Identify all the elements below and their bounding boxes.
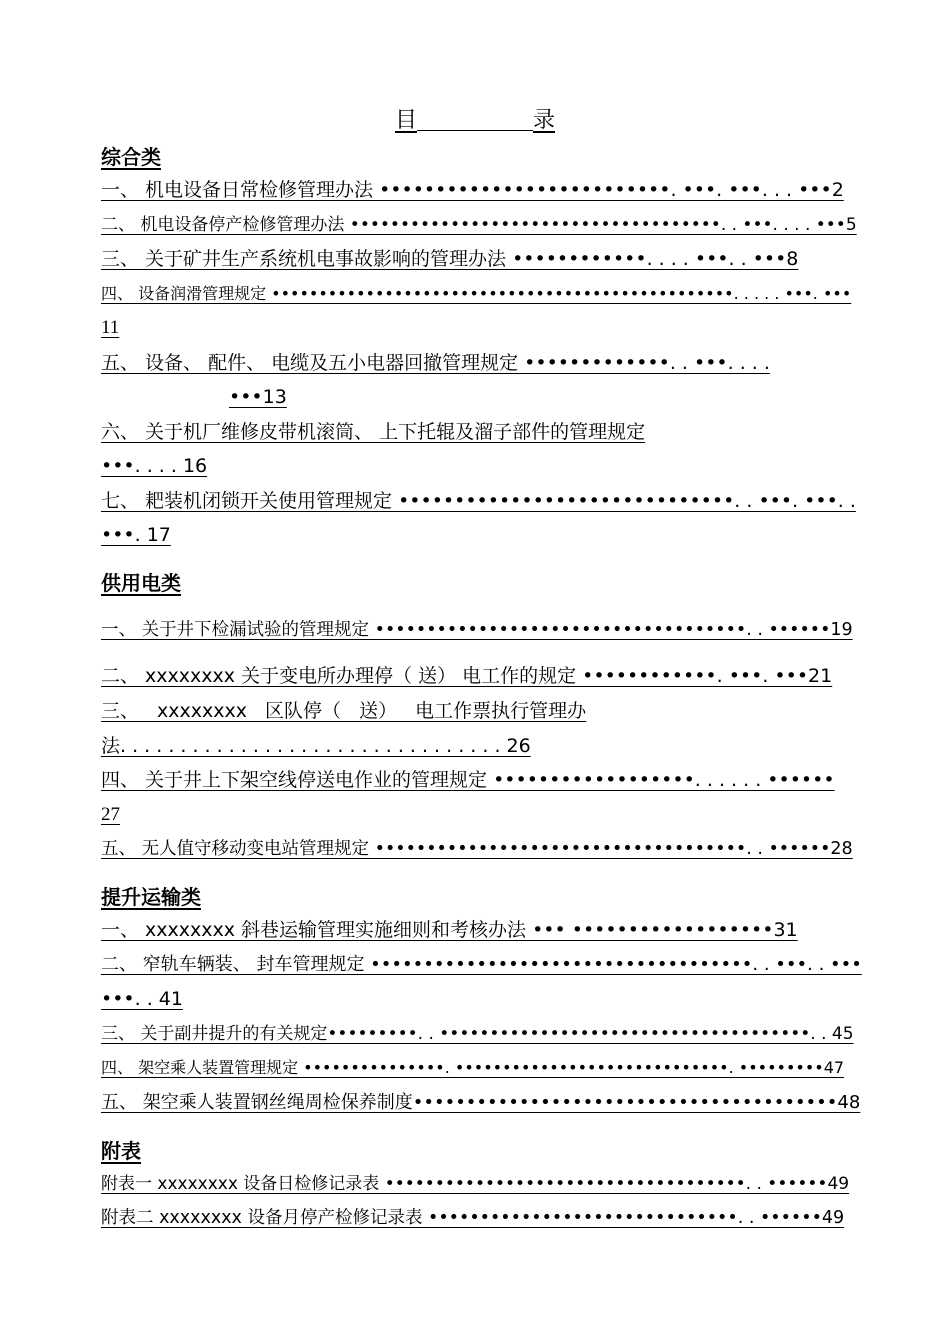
title-underline-gap: [417, 106, 533, 131]
toc-entry[interactable]: 一、 关于井下检漏试验的管理规定 ••••••••••••••••••••••••••••••••••••. . ••••••19: [101, 620, 853, 640]
toc-entry[interactable]: 一、 xxxxxxxx 斜巷运输管理实施细则和考核办法 ••• ••••••••••••••••••31: [101, 919, 798, 941]
section-heading: 提升运输类: [101, 885, 201, 909]
toc-entry[interactable]: 一、 机电设备日常检修管理办法 ••••••••••••••••••••••••••. •••. •••. . . •••2: [101, 179, 844, 201]
title-char-right: 录: [533, 108, 556, 133]
toc-entry[interactable]: 四、 设备润滑管理规定 •••••••••••••••••••••••••••••••••••••••••••••••••. . . . . •••. •••: [101, 284, 852, 303]
toc-entry[interactable]: 四、 架空乘人装置管理规定 •••••••••••••••. •••••••••••••••••••••••••••••. •••••••••47: [101, 1058, 845, 1077]
toc-entry[interactable]: 四、 关于井上下架空线停送电作业的管理规定 ••••••••••••••••••. . . . . . ••••••: [101, 769, 835, 791]
toc-entry[interactable]: 附表一 xxxxxxxx 设备日检修记录表 ••••••••••••••••••••••••••••••••••••. . ••••••49: [101, 1174, 850, 1194]
toc-entry[interactable]: 三、 关于副井提升的有关规定•••••••••. . •••••••••••••••••••••••••••••••••••••. . 45: [101, 1024, 854, 1044]
toc-entry-page[interactable]: •••. 17: [101, 524, 171, 546]
toc-entry[interactable]: 三、 xxxxxxxx 区队停（ 送） 电工作票执行管理办: [101, 700, 587, 722]
toc-title: [0, 106, 950, 136]
toc-entry-page[interactable]: 法. . . . . . . . . . . . . . . . . . . . . . . . . . . . . . . . 26: [101, 735, 531, 757]
toc-entry[interactable]: 二、 机电设备停产检修管理办法 •••••••••••••••••••••••••••••••••••••. . •••. . . . •••5: [101, 215, 857, 235]
section-heading: 综合类: [101, 145, 161, 169]
toc-entry[interactable]: 六、 关于机厂维修皮带机滚筒、 上下托辊及溜子部件的管理规定: [101, 421, 646, 443]
section-heading: 供用电类: [101, 571, 181, 595]
toc-entry-page[interactable]: •••13: [229, 386, 287, 408]
section-heading: 附表: [101, 1139, 141, 1163]
toc-entry[interactable]: 七、 耙装机闭锁开关使用管理规定 ••••••••••••••••••••••••••••••. . •••. •••. .: [101, 490, 856, 512]
toc-entry-page[interactable]: •••. . 41: [101, 988, 183, 1010]
toc-entry[interactable]: 五、 无人值守移动变电站管理规定 ••••••••••••••••••••••••••••••••••••. . ••••••28: [101, 839, 853, 859]
toc-entry[interactable]: 二、 窄轨车辆装、 封车管理规定 ••••••••••••••••••••••••••••••••••••. . •••. . •••: [101, 954, 862, 975]
toc-entry[interactable]: 五、 设备、 配件、 电缆及五小电器回撤管理规定 •••••••••••••. . •••. . . .: [101, 352, 770, 374]
toc-entry[interactable]: 附表二 xxxxxxxx 设备月停产检修记录表 ••••••••••••••••••••••••••••••. . ••••••49: [101, 1208, 845, 1228]
toc-entry-page[interactable]: 11: [101, 317, 120, 338]
toc-entry-page[interactable]: •••. . . . 16: [101, 455, 208, 477]
toc-entry[interactable]: 二、 xxxxxxxx 关于变电所办理停（ 送） 电工作的规定 ••••••••••••. •••. •••21: [101, 665, 833, 687]
toc-entry[interactable]: 三、 关于矿井生产系统机电事故影响的管理办法 ••••••••••••. . . . •••. . •••8: [101, 248, 799, 270]
toc-entry[interactable]: 五、 架空乘人装置钢丝绳周检保养制度••••••••••••••••••••••••••••••••••••••••48: [101, 1092, 861, 1113]
title-char-left: 目: [394, 108, 417, 133]
toc-entry-page[interactable]: 27: [101, 804, 120, 825]
